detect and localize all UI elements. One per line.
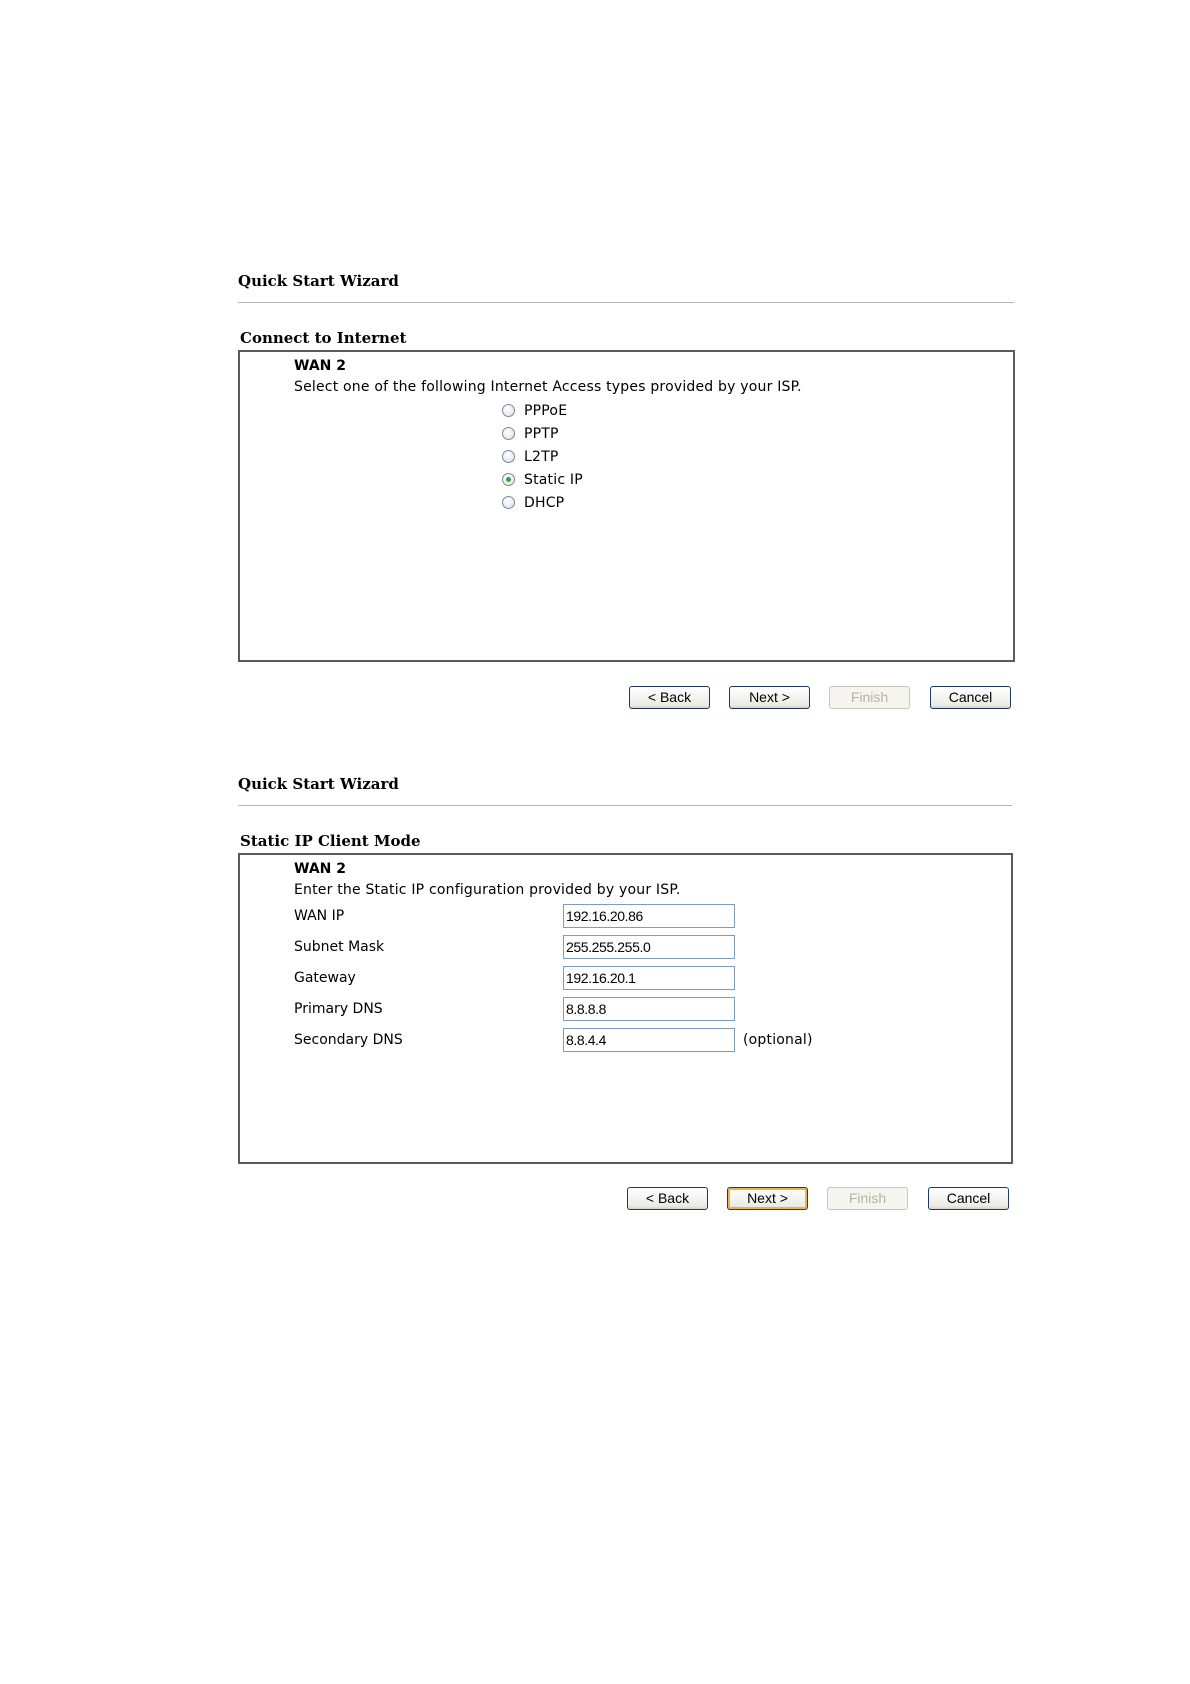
- secondary-dns-label: Secondary DNS: [294, 1032, 403, 1048]
- access-type-radio-group: [502, 399, 583, 514]
- back-button[interactable]: < Back: [629, 686, 710, 709]
- gateway-input[interactable]: 192.16.20.1: [563, 966, 735, 990]
- wan-ip-input[interactable]: 192.16.20.86: [563, 904, 735, 928]
- cancel-button[interactable]: Cancel: [930, 686, 1011, 709]
- subnet-mask-label: Subnet Mask: [294, 939, 385, 955]
- radio-option-static-ip[interactable]: [502, 468, 583, 491]
- finish-button: Finish: [829, 686, 910, 709]
- wizard1-title: Quick Start Wizard: [238, 272, 399, 290]
- finish-button: Finish: [827, 1187, 908, 1210]
- next-button[interactable]: Next >: [727, 1187, 808, 1210]
- wizard2-divider: [238, 805, 1012, 806]
- radio-option-l2tp[interactable]: [502, 445, 583, 468]
- radio-label: Static IP: [524, 471, 583, 488]
- next-button[interactable]: Next >: [729, 686, 810, 709]
- instruction-text: Select one of the following Internet Access types provided by your ISP.: [294, 379, 802, 395]
- radio-label: PPPoE: [524, 402, 568, 419]
- radio-button[interactable]: [502, 496, 515, 509]
- radio-button[interactable]: [502, 404, 515, 417]
- connect-to-internet-panel: [238, 350, 1015, 662]
- radio-label: DHCP: [524, 494, 565, 511]
- radio-button[interactable]: [502, 450, 515, 463]
- radio-label: PPTP: [524, 425, 559, 442]
- radio-option-pptp[interactable]: [502, 422, 583, 445]
- wan-label: WAN 2: [294, 861, 346, 877]
- optional-note: (optional): [743, 1032, 813, 1048]
- primary-dns-input[interactable]: 8.8.8.8: [563, 997, 735, 1021]
- secondary-dns-input[interactable]: 8.8.4.4: [563, 1028, 735, 1052]
- gateway-label: Gateway: [294, 970, 356, 986]
- subnet-mask-input[interactable]: 255.255.255.0: [563, 935, 735, 959]
- wizard2-section-title: Static IP Client Mode: [240, 832, 421, 850]
- wan-label: WAN 2: [294, 358, 346, 374]
- primary-dns-label: Primary DNS: [294, 1001, 383, 1017]
- instruction-text: Enter the Static IP configuration provided by your ISP.: [294, 882, 681, 898]
- radio-button-selected[interactable]: [502, 473, 515, 486]
- wizard2-title: Quick Start Wizard: [238, 775, 399, 793]
- radio-button[interactable]: [502, 427, 515, 440]
- back-button[interactable]: < Back: [627, 1187, 708, 1210]
- wan-ip-label: WAN IP: [294, 908, 345, 924]
- radio-option-pppoe[interactable]: [502, 399, 583, 422]
- radio-option-dhcp[interactable]: [502, 491, 583, 514]
- wizard1-section-title: Connect to Internet: [240, 329, 407, 347]
- radio-label: L2TP: [524, 448, 559, 465]
- wizard1-divider: [238, 302, 1014, 303]
- cancel-button[interactable]: Cancel: [928, 1187, 1009, 1210]
- static-ip-panel: [238, 853, 1013, 1164]
